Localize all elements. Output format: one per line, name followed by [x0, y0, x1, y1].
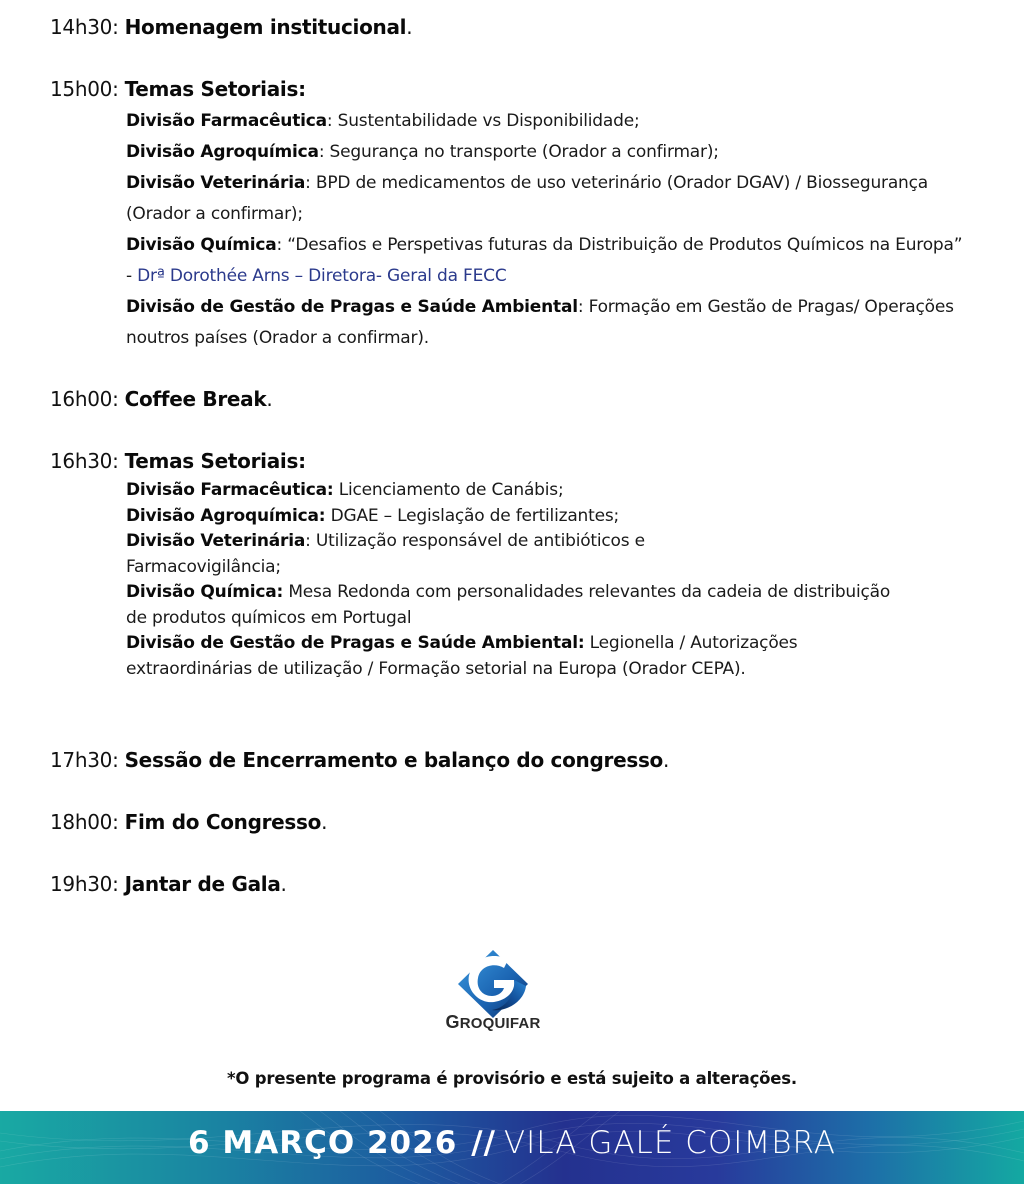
entry-punct: . [406, 15, 413, 39]
session-topic: Sustentabilidade vs Disponibilidade; [332, 111, 640, 131]
entry-punct: . [321, 810, 328, 834]
separator: : [318, 142, 325, 162]
division-name: Divisão Química: [126, 582, 284, 602]
session-item [126, 292, 966, 354]
session-topic: BPD de medicamentos de uso veterinário (Orador DGAV) / Biossegurança (Orador a confirmar); [126, 173, 928, 224]
session-item [126, 168, 966, 230]
banner-separator: // [471, 1125, 496, 1161]
entry-time: 17h30: [50, 748, 119, 772]
entry-title: Coffee Break [124, 387, 267, 411]
schedule-entry [50, 748, 669, 772]
division-name: Divisão Química [126, 235, 277, 255]
speaker-name: Drª Dorothée Arns – Diretora- Geral da FECC [137, 266, 507, 286]
division-name: Divisão Veterinária [126, 531, 306, 551]
division-name: Divisão de Gestão de Pragas e Saúde Ambiental [126, 297, 578, 317]
entry-title: Temas Setoriais: [124, 77, 306, 101]
entry-title: Temas Setoriais: [124, 449, 306, 473]
session-item [126, 106, 966, 137]
schedule-entry [50, 872, 287, 896]
entry-time: 19h30: [50, 872, 119, 896]
separator: : [305, 173, 311, 193]
event-banner [0, 1111, 1024, 1184]
entry-title: Sessão de Encerramento e balanço do congresso [124, 748, 663, 772]
division-name: Divisão Farmacêutica: [126, 480, 334, 500]
schedule-entry [50, 77, 306, 101]
logo-initial: G [445, 1012, 460, 1032]
session-1-list [126, 106, 966, 354]
session-topic: Formação em Gestão de Pragas/ Operações noutros países (Orador a confirmar). [126, 297, 954, 348]
separator: : [577, 297, 584, 317]
entry-punct: . [662, 748, 670, 772]
event-date: 6 MARÇO 2026 [188, 1125, 458, 1161]
session-topic: : Utilização responsável de antibióticos e Farmacovigilância; [126, 531, 645, 577]
session-topic: Segurança no transporte (Orador a confirmar); [324, 142, 719, 162]
division-name: Divisão Agroquímica: [126, 505, 326, 526]
session-topic: Legionella / Autorizações extraordinárias de utilização / Formação setorial na Europa (Orador CEPA). [126, 633, 798, 679]
session-item [126, 137, 966, 168]
entry-time: 16h00: [50, 387, 119, 411]
session-topic: “Desafios e Perspetivas futuras da Distribuição de Produtos Químicos na Europa” - [126, 235, 963, 286]
division-name: Divisão Veterinária [126, 173, 306, 193]
entry-time: 15h00: [50, 77, 119, 101]
entry-title: Jantar de Gala [124, 872, 281, 896]
entry-time: 14h30: [50, 15, 119, 39]
schedule-entry [50, 387, 272, 411]
entry-title: Homenagem institucional [124, 15, 407, 39]
session-2-list [126, 478, 966, 682]
entry-time: 18h00: [50, 810, 119, 834]
schedule-entry [50, 810, 327, 834]
session-item [126, 504, 966, 530]
session-item [126, 529, 726, 580]
division-name: Divisão Agroquímica [126, 142, 319, 162]
disclaimer-note: *O presente programa é provisório e está sujeito a alterações. [227, 1069, 797, 1088]
division-name: Divisão Farmacêutica [126, 111, 327, 131]
schedule-entry [50, 449, 306, 473]
logo-wordmark [445, 1012, 541, 1033]
entry-punct: . [280, 872, 287, 896]
division-name: Divisão de Gestão de Pragas e Saúde Ambiental: [126, 633, 585, 653]
banner-text [0, 1125, 1024, 1161]
separator: : [326, 111, 333, 131]
session-topic: DGAE – Legislação de fertilizantes; [325, 505, 620, 526]
logo-rest: ROQUIFAR [459, 1015, 541, 1032]
session-topic: Licenciamento de Canábis; [333, 480, 564, 500]
entry-punct: . [266, 387, 273, 411]
entry-time: 16h30: [50, 449, 119, 473]
entry-title: Fim do Congresso [124, 810, 322, 834]
session-item [126, 580, 906, 631]
session-item [126, 631, 866, 682]
session-item [126, 478, 966, 504]
session-topic: Mesa Redonda com personalidades relevantes da cadeia de distribuição de produtos químicos em Portugal [126, 582, 891, 628]
separator: : [276, 235, 283, 255]
session-item [126, 230, 966, 292]
event-venue: VILA GALÉ COIMBRA [503, 1125, 836, 1161]
schedule-entry [50, 15, 412, 39]
